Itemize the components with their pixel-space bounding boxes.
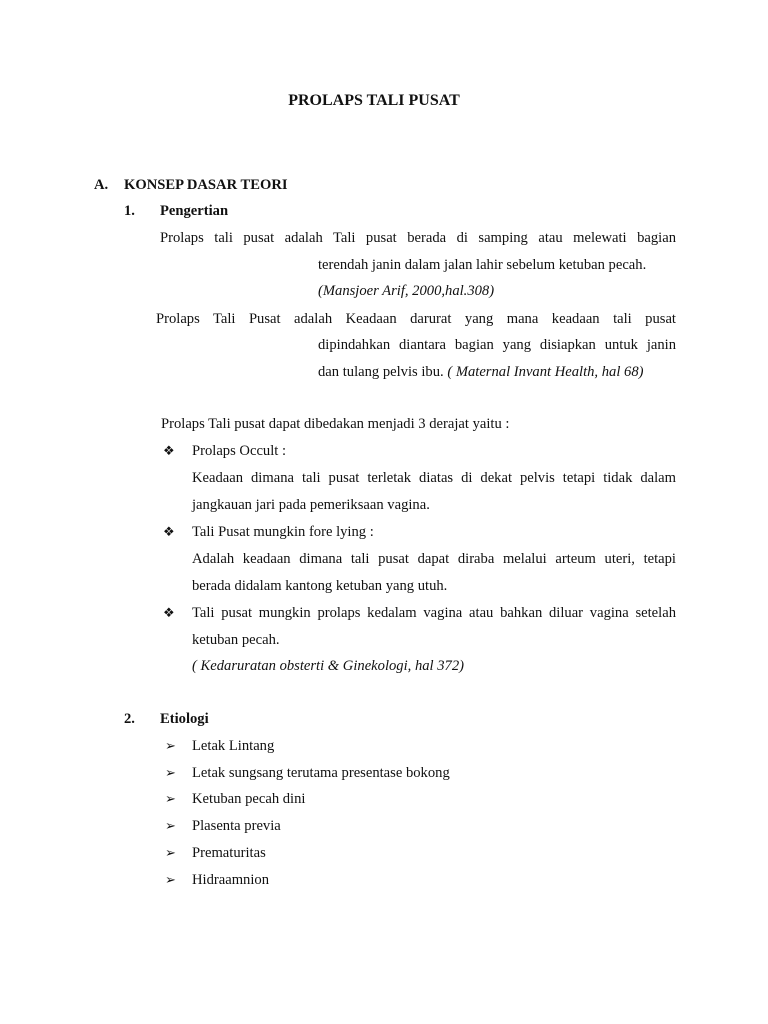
degrees-citation: ( Kedaruratan obsterti & Ginekologi, hal 372): [192, 658, 464, 674]
arrow-bullet-icon: ➢: [165, 818, 176, 833]
diamond-bullet-icon: ❖: [163, 605, 175, 620]
degree-3-title: Tali pusat mungkin prolaps kedalam vagina atau bahkan diluar vagina setelah: [192, 605, 676, 621]
section-a-heading: KONSEP DASAR TEORI: [124, 177, 288, 193]
definition-2-line-1: Prolaps Tali Pusat adalah Keadaan darurat yang mana keadaan tali pusat: [156, 311, 676, 327]
etiologi-item: Letak sungsang terutama presentase bokong: [192, 765, 450, 781]
subsection-1-number: 1.: [124, 203, 135, 219]
definition-1-line-1: Prolaps tali pusat adalah Tali pusat berada di samping atau melewati bagian: [160, 230, 676, 246]
degree-1-title: Prolaps Occult :: [192, 443, 287, 459]
degree-2-title: Tali Pusat mungkin fore lying :: [192, 524, 374, 540]
section-a-number: A.: [94, 177, 109, 193]
degree-2-line-1: Adalah keadaan dimana tali pusat dapat diraba melalui arteum uteri, tetapi: [192, 551, 676, 567]
etiologi-item: Ketuban pecah dini: [192, 791, 306, 807]
etiologi-item: Letak Lintang: [192, 738, 275, 754]
degrees-intro: Prolaps Tali pusat dapat dibedakan menjadi 3 derajat yaitu :: [161, 416, 510, 432]
definition-2-line-2: dipindahkan diantara bagian yang disiapkan untuk janin: [318, 337, 676, 353]
diamond-bullet-icon: ❖: [163, 443, 175, 458]
definition-1-line-2: terendah janin dalam jalan lahir sebelum ketuban pecah.: [318, 257, 647, 273]
degree-2-line-2: berada didalam kantong ketuban yang utuh.: [192, 578, 448, 594]
arrow-bullet-icon: ➢: [165, 791, 176, 806]
document-title: PROLAPS TALI PUSAT: [288, 92, 460, 109]
definition-2-citation: ( Maternal Invant Health, hal 68): [447, 364, 644, 380]
etiologi-item: Prematuritas: [192, 845, 266, 861]
degree-3-line-1: ketuban pecah.: [192, 632, 280, 648]
subsection-2-number: 2.: [124, 711, 135, 727]
degree-1-line-2: jangkauan jari pada pemeriksaan vagina.: [192, 497, 430, 513]
definition-2-line-3-text: dan tulang pelvis ibu.: [318, 364, 444, 380]
subsection-1-heading: Pengertian: [160, 203, 229, 219]
arrow-bullet-icon: ➢: [165, 845, 176, 860]
etiologi-item: Plasenta previa: [192, 818, 281, 834]
etiologi-item: Hidraamnion: [192, 872, 270, 888]
arrow-bullet-icon: ➢: [165, 872, 176, 887]
degree-1-line-1: Keadaan dimana tali pusat terletak diatas di dekat pelvis tetapi tidak dalam: [192, 470, 676, 486]
subsection-2-heading: Etiologi: [160, 711, 209, 727]
arrow-bullet-icon: ➢: [165, 765, 176, 780]
arrow-bullet-icon: ➢: [165, 738, 176, 753]
diamond-bullet-icon: ❖: [163, 524, 175, 539]
definition-2-line-3: [318, 363, 643, 381]
definition-1-citation: (Mansjoer Arif, 2000,hal.308): [318, 283, 495, 299]
